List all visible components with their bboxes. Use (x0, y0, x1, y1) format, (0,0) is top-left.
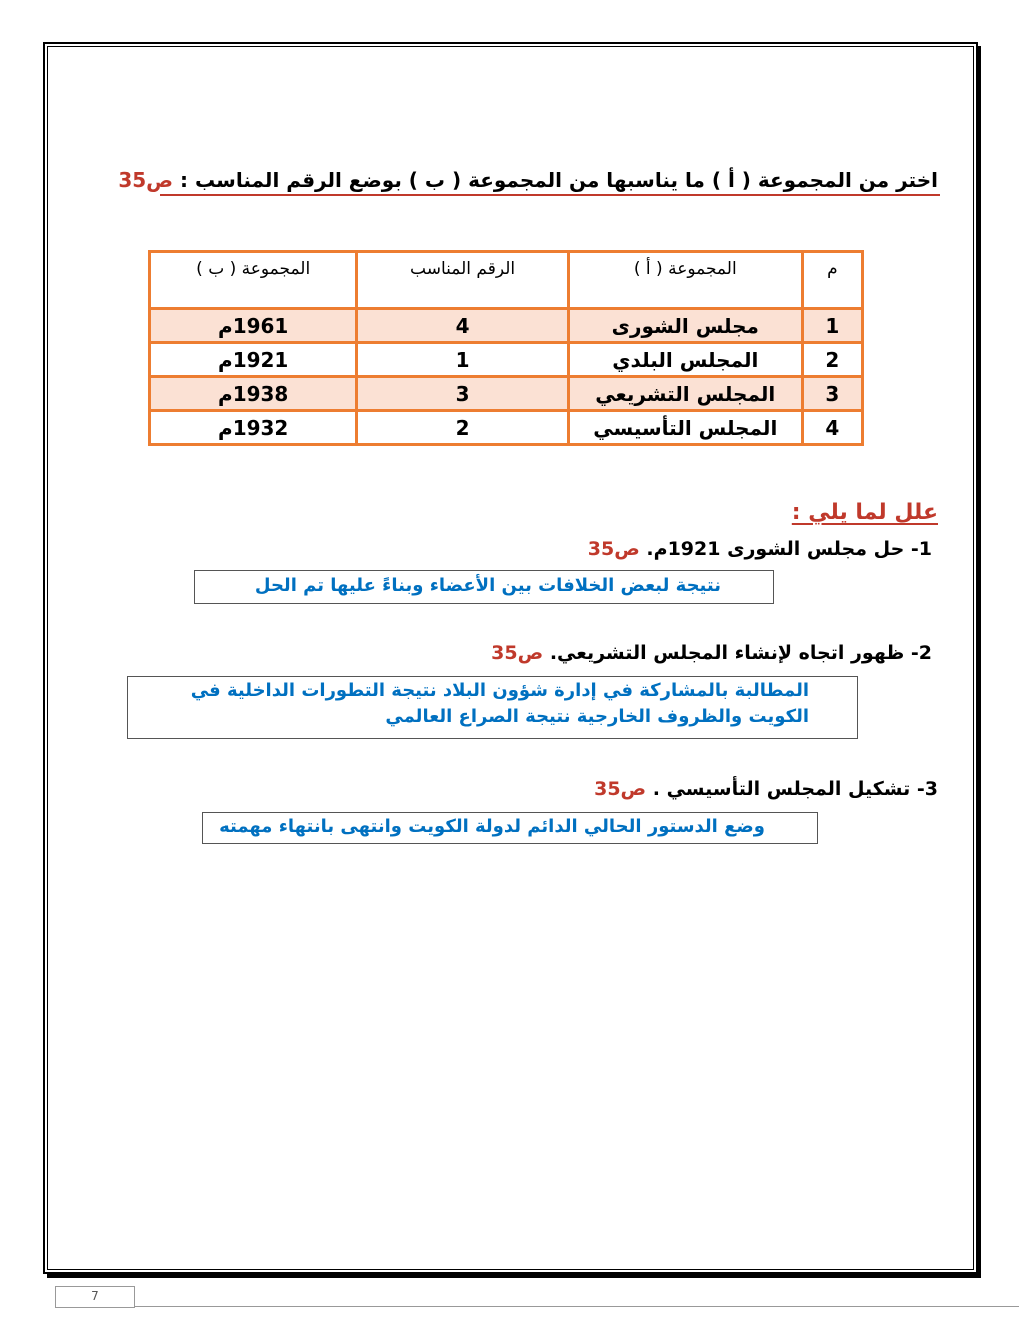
table-row (150, 411, 863, 445)
question-item-3 (594, 778, 938, 800)
table-row (150, 309, 863, 343)
footer-line (135, 1306, 1019, 1307)
header-number: الرقم المناسب (357, 252, 568, 309)
cell-group-a: المجلس البلدي (568, 343, 802, 377)
header-group-b: المجموعة ( ب ) (150, 252, 357, 309)
answer-box-3: وضع الدستور الحالي الدائم لدولة الكويت وانتهى بانتهاء مهمته (202, 812, 818, 844)
table-row (150, 377, 863, 411)
page-ref: ص35 (491, 642, 544, 664)
header-group-a: المجموعة ( أ ) (568, 252, 802, 309)
page-shadow-bottom (47, 1274, 981, 1278)
page-ref: ص35 (118, 168, 174, 192)
table-row (150, 343, 863, 377)
matching-table (148, 250, 864, 446)
cell-group-b: 1961م (150, 309, 357, 343)
cell-group-a: المجلس التشريعي (568, 377, 802, 411)
page-ref: ص35 (594, 778, 647, 800)
cell-m: 1 (802, 309, 862, 343)
cell-number: 1 (357, 343, 568, 377)
answer-box-1: نتيجة لبعض الخلافات بين الأعضاء وبناءً عليها تم الحل (194, 570, 774, 604)
cell-m: 4 (802, 411, 862, 445)
cell-group-a: المجلس التأسيسي (568, 411, 802, 445)
cell-m: 2 (802, 343, 862, 377)
cell-number: 4 (357, 309, 568, 343)
page-number: 7 (91, 1289, 99, 1303)
cell-number: 3 (357, 377, 568, 411)
header-m: م (802, 252, 862, 309)
section-title: علل لما يلي : (791, 500, 938, 525)
cell-number: 2 (357, 411, 568, 445)
cell-group-b: 1932م (150, 411, 357, 445)
cell-m: 3 (802, 377, 862, 411)
instruction-underline (160, 194, 940, 196)
question-prompt: 2- ظهور اتجاه لإنشاء المجلس التشريعي. (549, 642, 932, 664)
page-shadow-right (978, 46, 981, 1278)
question-prompt: 3- تشكيل المجلس التأسيسي . (652, 778, 938, 800)
question-prompt: 1- حل مجلس الشورى 1921م. (646, 538, 932, 560)
cell-group-b: 1938م (150, 377, 357, 411)
answer-box-2: المطالبة بالمشاركة في إدارة شؤون البلاد نتيجة التطورات الداخلية في الكويت والظروف الخارجية نتيجة الصراع العالمي (127, 676, 858, 739)
table-header-row (150, 252, 863, 309)
question-item-1 (588, 538, 932, 560)
matching-instruction (118, 166, 938, 194)
cell-group-b: 1921م (150, 343, 357, 377)
page-ref: ص35 (587, 538, 640, 560)
cell-group-a: مجلس الشورى (568, 309, 802, 343)
question-item-2 (491, 642, 932, 664)
instruction-text: اختر من المجموعة ( أ ) ما يناسبها من المجموعة ( ب ) بوضع الرقم المناسب : (180, 168, 938, 192)
